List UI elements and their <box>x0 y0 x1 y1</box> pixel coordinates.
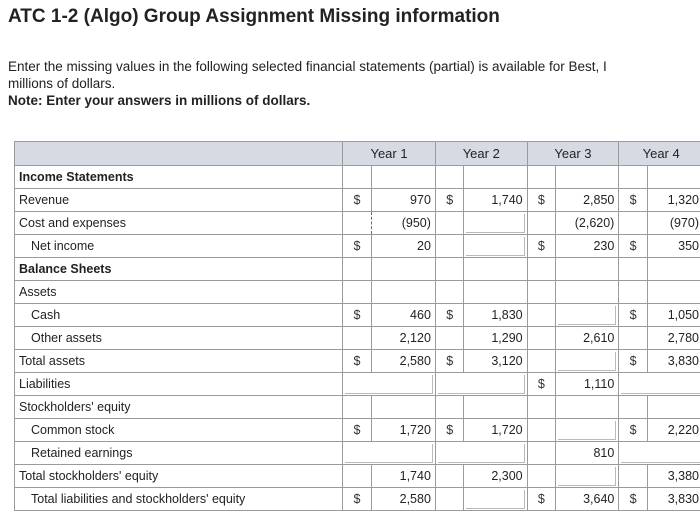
currency-symbol: $ <box>343 304 372 327</box>
header-year-3: Year 3 <box>527 142 619 166</box>
row-label-total-le: Total liabilities and stockholders' equity <box>15 488 343 511</box>
table-row <box>15 258 700 281</box>
retained-earnings-y4-input[interactable] <box>619 442 700 465</box>
total-se-y2: 2,300 <box>464 465 527 488</box>
row-label-cost: Cost and expenses <box>15 212 343 235</box>
liabilities-y3: 1,110 <box>556 373 619 396</box>
currency-symbol: $ <box>619 304 648 327</box>
table-row <box>15 350 700 373</box>
instructions-line-2: millions of dollars. <box>8 76 116 91</box>
currency-symbol: $ <box>343 419 372 442</box>
row-label-revenue: Revenue <box>15 189 343 212</box>
currency-symbol: $ <box>343 235 372 258</box>
retained-earnings-y3: 810 <box>556 442 619 465</box>
currency-symbol: $ <box>527 189 556 212</box>
revenue-y2: 1,740 <box>464 189 527 212</box>
currency-symbol: $ <box>527 373 556 396</box>
table-row <box>15 442 700 465</box>
cost-y1: (950) <box>371 212 435 235</box>
table-row <box>15 304 700 327</box>
row-label-cash: Cash <box>15 304 343 327</box>
revenue-y3: 2,850 <box>556 189 619 212</box>
total-se-y1: 1,740 <box>371 465 435 488</box>
currency-symbol: $ <box>343 488 372 511</box>
table-row <box>15 212 700 235</box>
row-label-common-stock: Common stock <box>15 419 343 442</box>
row-label-liabilities: Liabilities <box>15 373 343 396</box>
table-row <box>15 396 700 419</box>
common-stock-y2: 1,720 <box>464 419 527 442</box>
row-label-assets: Assets <box>15 281 343 304</box>
financial-statements-table <box>14 141 700 511</box>
header-year-2: Year 2 <box>435 142 527 166</box>
other-assets-y4: 2,780 <box>647 327 700 350</box>
currency-symbol: $ <box>619 235 648 258</box>
currency-symbol: $ <box>619 419 648 442</box>
total-le-y1: 2,580 <box>371 488 435 511</box>
table-row <box>15 327 700 350</box>
currency-symbol: $ <box>343 350 372 373</box>
cost-y2-input[interactable] <box>464 212 527 235</box>
currency-symbol: $ <box>619 350 648 373</box>
liabilities-y2-input[interactable] <box>435 373 527 396</box>
header-year-4: Year 4 <box>619 142 700 166</box>
retained-earnings-y2-input[interactable] <box>435 442 527 465</box>
other-assets-y2: 1,290 <box>464 327 527 350</box>
currency-symbol: $ <box>527 235 556 258</box>
row-label-net-income: Net income <box>15 235 343 258</box>
total-assets-y4: 3,830 <box>647 350 700 373</box>
instructions <box>8 58 700 109</box>
currency-symbol: $ <box>435 419 464 442</box>
currency-symbol: $ <box>343 189 372 212</box>
instructions-note: Note: Enter your answers in millions of dollars. <box>8 93 311 108</box>
revenue-y1: 970 <box>371 189 435 212</box>
total-le-y3: 3,640 <box>556 488 619 511</box>
liabilities-y1-input[interactable] <box>343 373 436 396</box>
table-row <box>15 419 700 442</box>
total-se-y3-input[interactable] <box>556 465 619 488</box>
header-year-1: Year 1 <box>343 142 436 166</box>
cash-y4: 1,050 <box>647 304 700 327</box>
liabilities-y4-input[interactable] <box>619 373 700 396</box>
common-stock-y4: 2,220 <box>647 419 700 442</box>
currency-symbol: $ <box>435 304 464 327</box>
total-assets-y2: 3,120 <box>464 350 527 373</box>
net-income-y2-input[interactable] <box>464 235 527 258</box>
page-title: ATC 1-2 (Algo) Group Assignment Missing information <box>8 6 500 27</box>
other-assets-y3: 2,610 <box>556 327 619 350</box>
table-row <box>15 488 700 511</box>
total-le-y4: 3,830 <box>647 488 700 511</box>
instructions-line-1: Enter the missing values in the following selected financial statements (partial) is available for Best, I <box>8 59 607 74</box>
cost-y4: (970) <box>647 212 700 235</box>
net-income-y3: 230 <box>556 235 619 258</box>
currency-symbol: $ <box>435 350 464 373</box>
net-income-y4: 350 <box>647 235 700 258</box>
total-assets-y1: 2,580 <box>371 350 435 373</box>
row-label-total-se: Total stockholders' equity <box>15 465 343 488</box>
currency-symbol: $ <box>619 189 648 212</box>
common-stock-y1: 1,720 <box>371 419 435 442</box>
other-assets-y1: 2,120 <box>371 327 435 350</box>
total-le-y2-input[interactable] <box>464 488 527 511</box>
revenue-y4: 1,320 <box>647 189 700 212</box>
currency-symbol: $ <box>527 488 556 511</box>
table-row <box>15 235 700 258</box>
cash-y2: 1,830 <box>464 304 527 327</box>
table-row <box>15 465 700 488</box>
net-income-y1: 20 <box>371 235 435 258</box>
table-row <box>15 166 700 189</box>
cost-y3: (2,620) <box>556 212 619 235</box>
total-assets-y3-input[interactable] <box>556 350 619 373</box>
header-row <box>15 142 700 166</box>
table-row <box>15 281 700 304</box>
common-stock-y3-input[interactable] <box>556 419 619 442</box>
row-label-balance-sheets: Balance Sheets <box>15 258 343 281</box>
row-label-total-assets: Total assets <box>15 350 343 373</box>
total-se-y4: 3,380 <box>647 465 700 488</box>
row-label-other-assets: Other assets <box>15 327 343 350</box>
row-label-income-statements: Income Statements <box>15 166 343 189</box>
table-row <box>15 373 700 396</box>
cash-y1: 460 <box>371 304 435 327</box>
currency-symbol: $ <box>619 488 648 511</box>
retained-earnings-y1-input[interactable] <box>343 442 436 465</box>
header-blank <box>15 142 343 166</box>
row-label-stockholders-equity: Stockholders' equity <box>15 396 343 419</box>
table-row <box>15 189 700 212</box>
row-label-retained-earnings: Retained earnings <box>15 442 343 465</box>
currency-symbol: $ <box>435 189 464 212</box>
cash-y3-input[interactable] <box>556 304 619 327</box>
